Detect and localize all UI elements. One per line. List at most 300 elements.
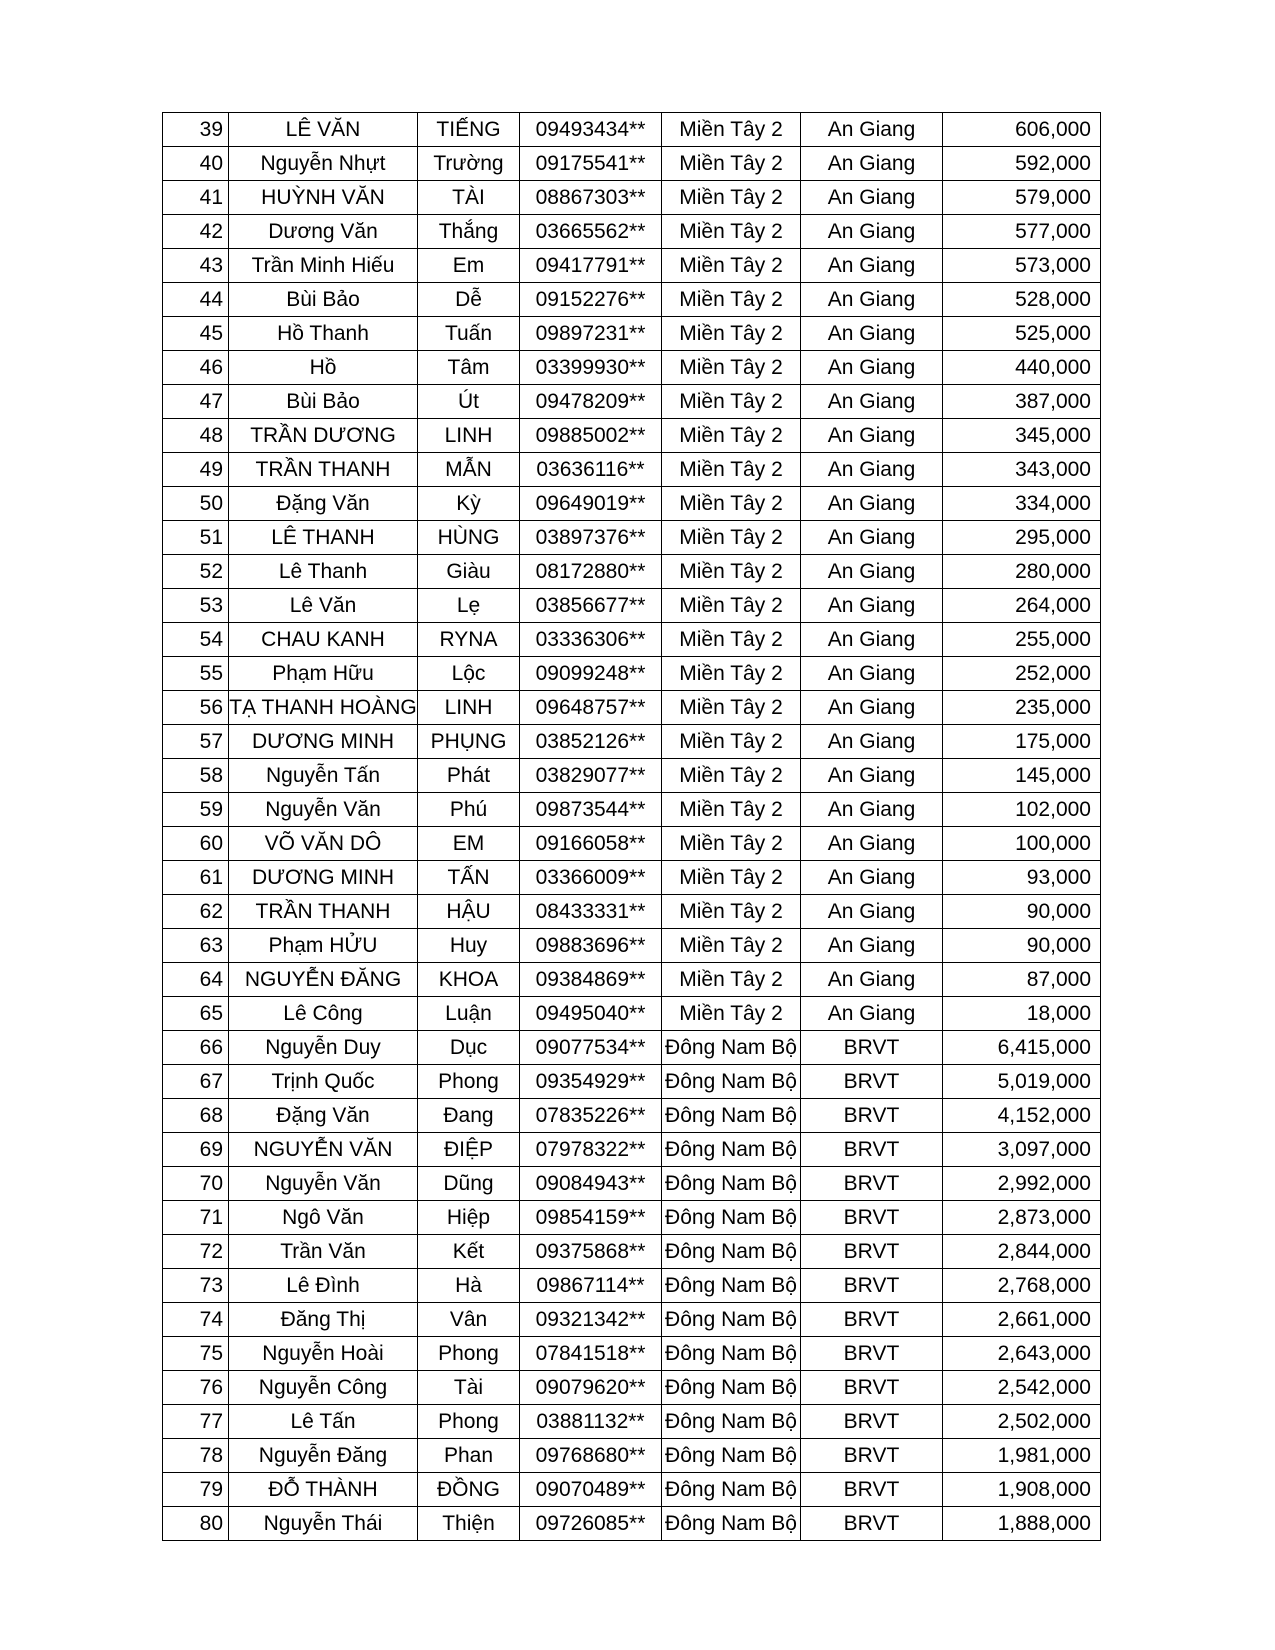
phone-cell: 09648757** <box>520 691 662 725</box>
table-row <box>163 793 1101 827</box>
phone-cell: 09649019** <box>520 487 662 521</box>
amount-cell: 2,768,000 <box>943 1269 1101 1303</box>
phone-cell: 09854159** <box>520 1201 662 1235</box>
amount-cell: 1,908,000 <box>943 1473 1101 1507</box>
region-cell: Miền Tây 2 <box>662 759 801 793</box>
province-cell: BRVT <box>801 1201 943 1235</box>
first-name-cell: Luận <box>418 997 520 1031</box>
region-cell: Đông Nam Bộ <box>662 1507 801 1541</box>
phone-cell: 09417791** <box>520 249 662 283</box>
row-number: 65 <box>163 997 229 1031</box>
region-cell: Đông Nam Bộ <box>662 1235 801 1269</box>
row-number: 72 <box>163 1235 229 1269</box>
first-name-cell: Phan <box>418 1439 520 1473</box>
region-cell: Miền Tây 2 <box>662 997 801 1031</box>
phone-cell: 09493434** <box>520 113 662 147</box>
row-number: 64 <box>163 963 229 997</box>
first-name-cell: Vân <box>418 1303 520 1337</box>
table-row <box>163 589 1101 623</box>
phone-cell: 03829077** <box>520 759 662 793</box>
amount-cell: 573,000 <box>943 249 1101 283</box>
province-cell: BRVT <box>801 1065 943 1099</box>
table-row <box>163 215 1101 249</box>
province-cell: An Giang <box>801 725 943 759</box>
last-name-cell: Đặng Văn <box>229 1099 418 1133</box>
phone-cell: 03399930** <box>520 351 662 385</box>
table-row <box>163 963 1101 997</box>
first-name-cell: HẬU <box>418 895 520 929</box>
first-name-cell: Giàu <box>418 555 520 589</box>
region-cell: Miền Tây 2 <box>662 725 801 759</box>
amount-cell: 145,000 <box>943 759 1101 793</box>
table-row <box>163 1439 1101 1473</box>
row-number: 54 <box>163 623 229 657</box>
first-name-cell: Lộc <box>418 657 520 691</box>
table-row <box>163 487 1101 521</box>
phone-cell: 09099248** <box>520 657 662 691</box>
table-row <box>163 113 1101 147</box>
last-name-cell: Lê Công <box>229 997 418 1031</box>
last-name-cell: TẠ THANH HOÀNG <box>229 691 418 725</box>
table-row <box>163 657 1101 691</box>
phone-cell: 09883696** <box>520 929 662 963</box>
amount-cell: 345,000 <box>943 419 1101 453</box>
first-name-cell: Phú <box>418 793 520 827</box>
table-row <box>163 419 1101 453</box>
table-row <box>163 623 1101 657</box>
amount-cell: 102,000 <box>943 793 1101 827</box>
region-cell: Miền Tây 2 <box>662 691 801 725</box>
row-number: 67 <box>163 1065 229 1099</box>
amount-cell: 528,000 <box>943 283 1101 317</box>
province-cell: BRVT <box>801 1405 943 1439</box>
region-cell: Đông Nam Bộ <box>662 1269 801 1303</box>
amount-cell: 280,000 <box>943 555 1101 589</box>
phone-cell: 09175541** <box>520 147 662 181</box>
region-cell: Miền Tây 2 <box>662 555 801 589</box>
last-name-cell: Dương Văn <box>229 215 418 249</box>
last-name-cell: Phạm HỬU <box>229 929 418 963</box>
first-name-cell: Huy <box>418 929 520 963</box>
first-name-cell: Tài <box>418 1371 520 1405</box>
phone-cell: 09885002** <box>520 419 662 453</box>
amount-cell: 295,000 <box>943 521 1101 555</box>
amount-cell: 2,992,000 <box>943 1167 1101 1201</box>
first-name-cell: Kết <box>418 1235 520 1269</box>
last-name-cell: Hồ Thanh <box>229 317 418 351</box>
first-name-cell: Tâm <box>418 351 520 385</box>
amount-cell: 175,000 <box>943 725 1101 759</box>
province-cell: An Giang <box>801 929 943 963</box>
phone-cell: 09897231** <box>520 317 662 351</box>
last-name-cell: Nguyễn Công <box>229 1371 418 1405</box>
row-number: 71 <box>163 1201 229 1235</box>
table-row <box>163 1235 1101 1269</box>
table-row <box>163 895 1101 929</box>
table-body <box>163 113 1101 1541</box>
first-name-cell: Đang <box>418 1099 520 1133</box>
row-number: 75 <box>163 1337 229 1371</box>
table-row <box>163 861 1101 895</box>
province-cell: BRVT <box>801 1371 943 1405</box>
first-name-cell: KHOA <box>418 963 520 997</box>
province-cell: An Giang <box>801 555 943 589</box>
table-row <box>163 1201 1101 1235</box>
province-cell: BRVT <box>801 1303 943 1337</box>
first-name-cell: Kỳ <box>418 487 520 521</box>
region-cell: Đông Nam Bộ <box>662 1099 801 1133</box>
phone-cell: 08867303** <box>520 181 662 215</box>
first-name-cell: HÙNG <box>418 521 520 555</box>
row-number: 70 <box>163 1167 229 1201</box>
table-row <box>163 1099 1101 1133</box>
row-number: 74 <box>163 1303 229 1337</box>
row-number: 51 <box>163 521 229 555</box>
table-row <box>163 1031 1101 1065</box>
amount-cell: 18,000 <box>943 997 1101 1031</box>
amount-cell: 93,000 <box>943 861 1101 895</box>
last-name-cell: NGUYỄN ĐĂNG <box>229 963 418 997</box>
table-row <box>163 181 1101 215</box>
table-row <box>163 283 1101 317</box>
province-cell: An Giang <box>801 487 943 521</box>
region-cell: Đông Nam Bộ <box>662 1337 801 1371</box>
region-cell: Đông Nam Bộ <box>662 1201 801 1235</box>
phone-cell: 09867114** <box>520 1269 662 1303</box>
first-name-cell: Phong <box>418 1405 520 1439</box>
region-cell: Đông Nam Bộ <box>662 1303 801 1337</box>
amount-cell: 387,000 <box>943 385 1101 419</box>
region-cell: Miền Tây 2 <box>662 351 801 385</box>
row-number: 62 <box>163 895 229 929</box>
first-name-cell: ĐIỆP <box>418 1133 520 1167</box>
phone-cell: 09495040** <box>520 997 662 1031</box>
amount-cell: 90,000 <box>943 929 1101 963</box>
province-cell: An Giang <box>801 691 943 725</box>
province-cell: An Giang <box>801 657 943 691</box>
phone-cell: 09070489** <box>520 1473 662 1507</box>
results-table-container <box>162 112 1100 1541</box>
phone-cell: 07835226** <box>520 1099 662 1133</box>
phone-cell: 09873544** <box>520 793 662 827</box>
last-name-cell: Đăng Thị <box>229 1303 418 1337</box>
province-cell: BRVT <box>801 1473 943 1507</box>
amount-cell: 606,000 <box>943 113 1101 147</box>
amount-cell: 3,097,000 <box>943 1133 1101 1167</box>
region-cell: Miền Tây 2 <box>662 895 801 929</box>
province-cell: An Giang <box>801 759 943 793</box>
first-name-cell: EM <box>418 827 520 861</box>
phone-cell: 03336306** <box>520 623 662 657</box>
last-name-cell: DƯƠNG MINH <box>229 725 418 759</box>
table-row <box>163 759 1101 793</box>
region-cell: Miền Tây 2 <box>662 215 801 249</box>
last-name-cell: CHAU KANH <box>229 623 418 657</box>
first-name-cell: RYNA <box>418 623 520 657</box>
first-name-cell: Dũng <box>418 1167 520 1201</box>
region-cell: Miền Tây 2 <box>662 861 801 895</box>
row-number: 66 <box>163 1031 229 1065</box>
table-row <box>163 929 1101 963</box>
row-number: 58 <box>163 759 229 793</box>
first-name-cell: Dễ <box>418 283 520 317</box>
last-name-cell: Trần Văn <box>229 1235 418 1269</box>
region-cell: Miền Tây 2 <box>662 385 801 419</box>
phone-cell: 09726085** <box>520 1507 662 1541</box>
amount-cell: 579,000 <box>943 181 1101 215</box>
first-name-cell: Trường <box>418 147 520 181</box>
row-number: 50 <box>163 487 229 521</box>
last-name-cell: DƯƠNG MINH <box>229 861 418 895</box>
amount-cell: 2,844,000 <box>943 1235 1101 1269</box>
amount-cell: 252,000 <box>943 657 1101 691</box>
last-name-cell: TRẦN THANH <box>229 453 418 487</box>
first-name-cell: MẪN <box>418 453 520 487</box>
amount-cell: 1,981,000 <box>943 1439 1101 1473</box>
phone-cell: 09084943** <box>520 1167 662 1201</box>
row-number: 41 <box>163 181 229 215</box>
last-name-cell: Nguyễn Văn <box>229 1167 418 1201</box>
phone-cell: 07978322** <box>520 1133 662 1167</box>
province-cell: An Giang <box>801 351 943 385</box>
first-name-cell: Tuấn <box>418 317 520 351</box>
amount-cell: 440,000 <box>943 351 1101 385</box>
amount-cell: 577,000 <box>943 215 1101 249</box>
province-cell: An Giang <box>801 861 943 895</box>
table-row <box>163 997 1101 1031</box>
phone-cell: 08433331** <box>520 895 662 929</box>
row-number: 43 <box>163 249 229 283</box>
table-row <box>163 317 1101 351</box>
province-cell: An Giang <box>801 827 943 861</box>
region-cell: Miền Tây 2 <box>662 283 801 317</box>
region-cell: Miền Tây 2 <box>662 181 801 215</box>
row-number: 57 <box>163 725 229 759</box>
table-row <box>163 1133 1101 1167</box>
phone-cell: 09077534** <box>520 1031 662 1065</box>
first-name-cell: Dục <box>418 1031 520 1065</box>
province-cell: An Giang <box>801 113 943 147</box>
first-name-cell: LINH <box>418 419 520 453</box>
region-cell: Miền Tây 2 <box>662 589 801 623</box>
table-row <box>163 147 1101 181</box>
phone-cell: 08172880** <box>520 555 662 589</box>
row-number: 55 <box>163 657 229 691</box>
phone-cell: 09768680** <box>520 1439 662 1473</box>
first-name-cell: Út <box>418 385 520 419</box>
last-name-cell: Trần Minh Hiếu <box>229 249 418 283</box>
amount-cell: 2,542,000 <box>943 1371 1101 1405</box>
first-name-cell: TIẾNG <box>418 113 520 147</box>
last-name-cell: Nguyễn Đăng <box>229 1439 418 1473</box>
last-name-cell: ĐỖ THÀNH <box>229 1473 418 1507</box>
last-name-cell: Nguyễn Duy <box>229 1031 418 1065</box>
last-name-cell: Phạm Hữu <box>229 657 418 691</box>
phone-cell: 09384869** <box>520 963 662 997</box>
last-name-cell: Ngô Văn <box>229 1201 418 1235</box>
table-row <box>163 1371 1101 1405</box>
row-number: 80 <box>163 1507 229 1541</box>
table-row <box>163 691 1101 725</box>
phone-cell: 09478209** <box>520 385 662 419</box>
phone-cell: 09079620** <box>520 1371 662 1405</box>
region-cell: Đông Nam Bộ <box>662 1371 801 1405</box>
province-cell: An Giang <box>801 453 943 487</box>
last-name-cell: LÊ VĂN <box>229 113 418 147</box>
first-name-cell: TẤN <box>418 861 520 895</box>
first-name-cell: ĐỒNG <box>418 1473 520 1507</box>
last-name-cell: Lê Đình <box>229 1269 418 1303</box>
region-cell: Miền Tây 2 <box>662 147 801 181</box>
amount-cell: 90,000 <box>943 895 1101 929</box>
first-name-cell: Thắng <box>418 215 520 249</box>
table-row <box>163 1065 1101 1099</box>
first-name-cell: Phong <box>418 1337 520 1371</box>
region-cell: Miền Tây 2 <box>662 249 801 283</box>
first-name-cell: Phong <box>418 1065 520 1099</box>
amount-cell: 100,000 <box>943 827 1101 861</box>
row-number: 76 <box>163 1371 229 1405</box>
row-number: 63 <box>163 929 229 963</box>
phone-cell: 09354929** <box>520 1065 662 1099</box>
amount-cell: 6,415,000 <box>943 1031 1101 1065</box>
phone-cell: 03636116** <box>520 453 662 487</box>
region-cell: Miền Tây 2 <box>662 521 801 555</box>
row-number: 47 <box>163 385 229 419</box>
amount-cell: 2,502,000 <box>943 1405 1101 1439</box>
region-cell: Đông Nam Bộ <box>662 1439 801 1473</box>
table-row <box>163 827 1101 861</box>
region-cell: Đông Nam Bộ <box>662 1405 801 1439</box>
province-cell: BRVT <box>801 1167 943 1201</box>
province-cell: An Giang <box>801 589 943 623</box>
province-cell: An Giang <box>801 147 943 181</box>
amount-cell: 5,019,000 <box>943 1065 1101 1099</box>
last-name-cell: LÊ THANH <box>229 521 418 555</box>
amount-cell: 264,000 <box>943 589 1101 623</box>
province-cell: BRVT <box>801 1337 943 1371</box>
amount-cell: 343,000 <box>943 453 1101 487</box>
last-name-cell: Hồ <box>229 351 418 385</box>
row-number: 48 <box>163 419 229 453</box>
region-cell: Miền Tây 2 <box>662 113 801 147</box>
row-number: 52 <box>163 555 229 589</box>
row-number: 46 <box>163 351 229 385</box>
amount-cell: 1,888,000 <box>943 1507 1101 1541</box>
table-row <box>163 1473 1101 1507</box>
province-cell: An Giang <box>801 623 943 657</box>
row-number: 45 <box>163 317 229 351</box>
region-cell: Đông Nam Bộ <box>662 1473 801 1507</box>
results-table <box>162 112 1101 1541</box>
region-cell: Miền Tây 2 <box>662 793 801 827</box>
amount-cell: 334,000 <box>943 487 1101 521</box>
table-row <box>163 1405 1101 1439</box>
table-row <box>163 385 1101 419</box>
last-name-cell: Bùi Bảo <box>229 283 418 317</box>
region-cell: Miền Tây 2 <box>662 453 801 487</box>
amount-cell: 525,000 <box>943 317 1101 351</box>
phone-cell: 03366009** <box>520 861 662 895</box>
province-cell: BRVT <box>801 1133 943 1167</box>
row-number: 77 <box>163 1405 229 1439</box>
first-name-cell: LINH <box>418 691 520 725</box>
row-number: 73 <box>163 1269 229 1303</box>
last-name-cell: VÕ VĂN DÔ <box>229 827 418 861</box>
row-number: 60 <box>163 827 229 861</box>
last-name-cell: Lê Thanh <box>229 555 418 589</box>
last-name-cell: Nguyễn Thái <box>229 1507 418 1541</box>
amount-cell: 592,000 <box>943 147 1101 181</box>
phone-cell: 09152276** <box>520 283 662 317</box>
last-name-cell: Bùi Bảo <box>229 385 418 419</box>
phone-cell: 03897376** <box>520 521 662 555</box>
region-cell: Đông Nam Bộ <box>662 1167 801 1201</box>
last-name-cell: NGUYỄN VĂN <box>229 1133 418 1167</box>
region-cell: Đông Nam Bộ <box>662 1133 801 1167</box>
region-cell: Miền Tây 2 <box>662 657 801 691</box>
phone-cell: 03852126** <box>520 725 662 759</box>
amount-cell: 4,152,000 <box>943 1099 1101 1133</box>
region-cell: Miền Tây 2 <box>662 317 801 351</box>
row-number: 53 <box>163 589 229 623</box>
first-name-cell: TÀI <box>418 181 520 215</box>
region-cell: Miền Tây 2 <box>662 963 801 997</box>
table-row <box>163 1303 1101 1337</box>
row-number: 42 <box>163 215 229 249</box>
first-name-cell: Hà <box>418 1269 520 1303</box>
province-cell: An Giang <box>801 385 943 419</box>
region-cell: Đông Nam Bộ <box>662 1065 801 1099</box>
region-cell: Đông Nam Bộ <box>662 1031 801 1065</box>
table-row <box>163 1337 1101 1371</box>
phone-cell: 03881132** <box>520 1405 662 1439</box>
table-row <box>163 1167 1101 1201</box>
phone-cell: 03856677** <box>520 589 662 623</box>
region-cell: Miền Tây 2 <box>662 827 801 861</box>
last-name-cell: Nguyễn Nhựt <box>229 147 418 181</box>
row-number: 40 <box>163 147 229 181</box>
row-number: 61 <box>163 861 229 895</box>
amount-cell: 255,000 <box>943 623 1101 657</box>
table-row <box>163 725 1101 759</box>
province-cell: BRVT <box>801 1031 943 1065</box>
province-cell: BRVT <box>801 1099 943 1133</box>
row-number: 44 <box>163 283 229 317</box>
province-cell: An Giang <box>801 317 943 351</box>
amount-cell: 235,000 <box>943 691 1101 725</box>
last-name-cell: Lê Tấn <box>229 1405 418 1439</box>
phone-cell: 09166058** <box>520 827 662 861</box>
province-cell: BRVT <box>801 1439 943 1473</box>
last-name-cell: Đặng Văn <box>229 487 418 521</box>
first-name-cell: Phát <box>418 759 520 793</box>
region-cell: Miền Tây 2 <box>662 623 801 657</box>
row-number: 39 <box>163 113 229 147</box>
last-name-cell: HUỲNH VĂN <box>229 181 418 215</box>
table-row <box>163 555 1101 589</box>
table-row <box>163 351 1101 385</box>
table-row <box>163 453 1101 487</box>
row-number: 56 <box>163 691 229 725</box>
province-cell: An Giang <box>801 997 943 1031</box>
phone-cell: 03665562** <box>520 215 662 249</box>
province-cell: An Giang <box>801 181 943 215</box>
row-number: 69 <box>163 1133 229 1167</box>
last-name-cell: Nguyễn Hoài <box>229 1337 418 1371</box>
phone-cell: 09375868** <box>520 1235 662 1269</box>
last-name-cell: Nguyễn Văn <box>229 793 418 827</box>
